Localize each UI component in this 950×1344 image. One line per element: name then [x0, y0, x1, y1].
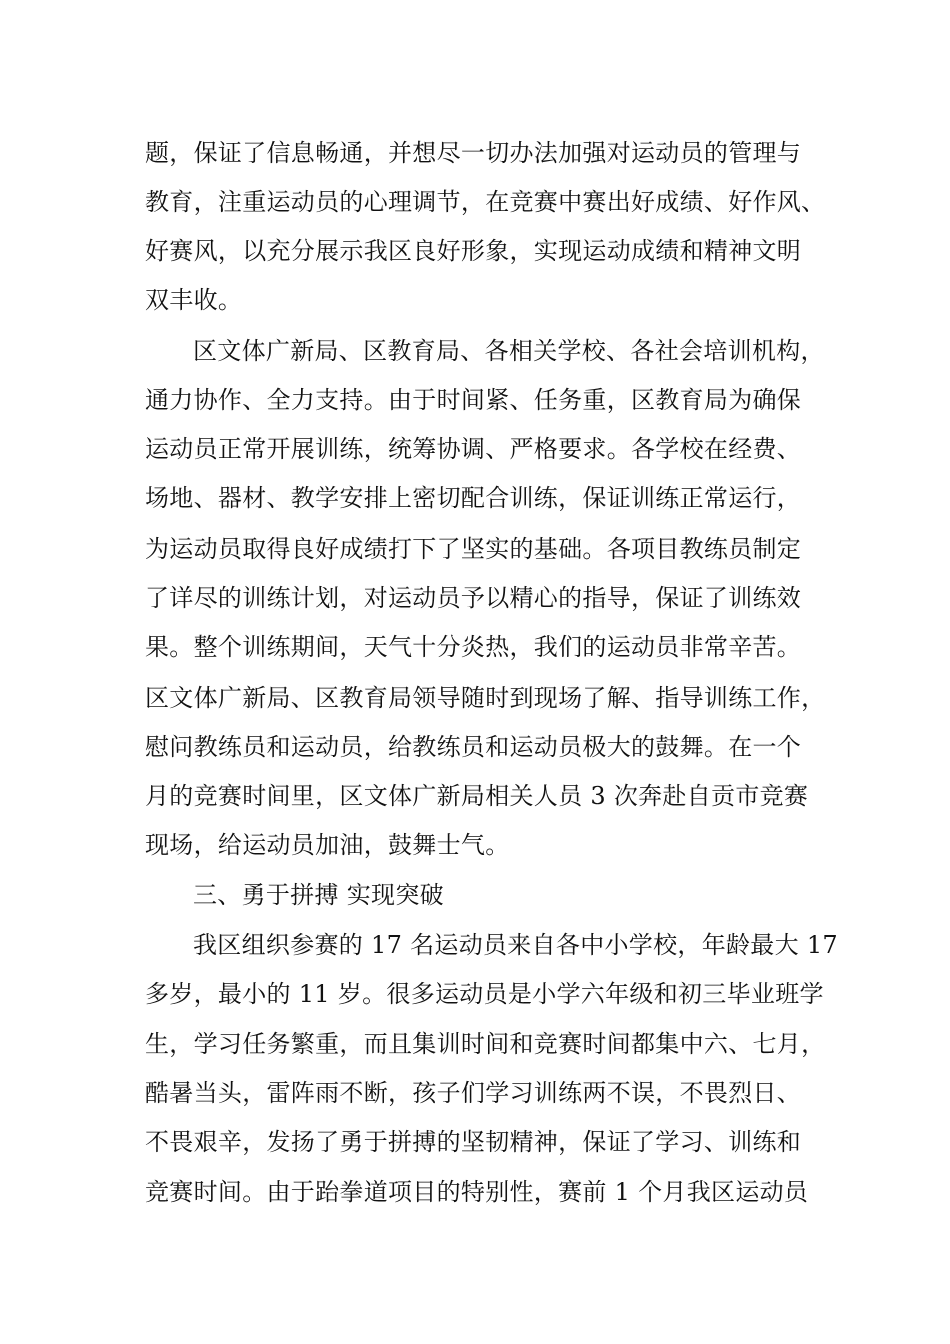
text-line-14: 月的竞赛时间里，区文体广新局相关人员 3 次奔赴自贡市竞赛 — [145, 782, 809, 810]
text-line-6: 通力协作、全力支持。由于时间紧、任务重，区教育局为确保 — [145, 386, 802, 414]
text-line-19: 生，学习任务繁重，而且集训时间和竞赛时间都集中六、七月， — [145, 1030, 826, 1058]
paragraph-start-line: 区文体广新局、区教育局、各相关学校、各社会培训机构， — [193, 337, 825, 365]
text-line-20: 酷暑当头，雷阵雨不断，孩子们学习训练两不误，不畏烈日、 — [145, 1079, 802, 1107]
text-line-7: 运动员正常开展训练，统筹协调、严格要求。各学校在经费、 — [145, 435, 802, 463]
text-line-11: 果。整个训练期间，天气十分炎热，我们的运动员非常辛苦。 — [145, 633, 802, 661]
text-line-15: 现场，给运动员加油，鼓舞士气。 — [145, 831, 510, 859]
text-line-1: 题，保证了信息畅通，并想尽一切办法加强对运动员的管理与 — [145, 139, 802, 167]
text-line-18: 多岁，最小的 11 岁。很多运动员是小学六年级和初三毕业班学 — [145, 980, 824, 1008]
text-line-12: 区文体广新局、区教育局领导随时到现场了解、指导训练工作， — [145, 684, 826, 712]
text-line-22: 竞赛时间。由于跆拳道项目的特别性，赛前 1 个月我区运动员 — [145, 1178, 809, 1206]
text-line-3: 好赛风，以充分展示我区良好形象，实现运动成绩和精神文明 — [145, 237, 802, 265]
text-line-9: 为运动员取得良好成绩打下了坚实的基础。各项目教练员制定 — [145, 535, 802, 563]
text-line-2: 教育，注重运动员的心理调节，在竞赛中赛出好成绩、好作风、 — [145, 188, 826, 216]
paragraph-start-line: 我区组织参赛的 17 名运动员来自各中小学校，年龄最大 17 — [193, 931, 838, 959]
text-line-13: 慰问教练员和运动员，给教练员和运动员极大的鼓舞。在一个 — [145, 733, 802, 761]
text-line-10: 了详尽的训练计划，对运动员予以精心的指导，保证了训练效 — [145, 584, 802, 612]
text-line-4: 双丰收。 — [145, 286, 243, 314]
text-line-8: 场地、器材、教学安排上密切配合训练，保证训练正常运行， — [145, 484, 802, 512]
text-line-21: 不畏艰辛，发扬了勇于拼搏的坚韧精神，保证了学习、训练和 — [145, 1128, 802, 1156]
section-heading: 三、勇于拼搏 实现突破 — [193, 881, 444, 909]
